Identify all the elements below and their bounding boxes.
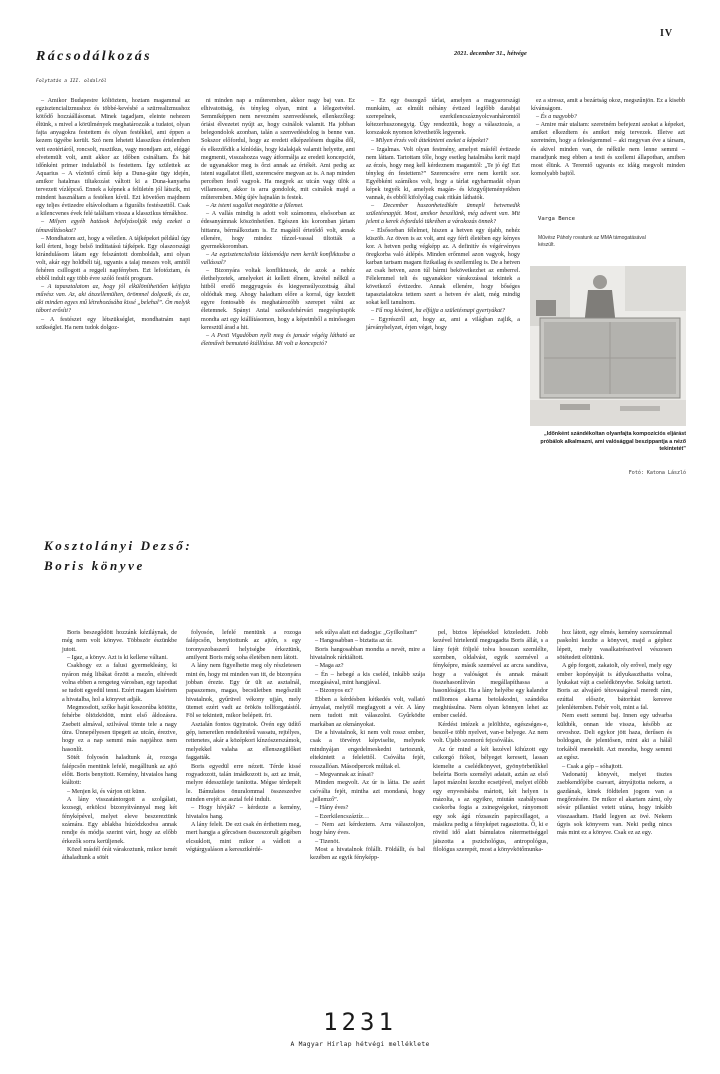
page-number: IV [660, 28, 674, 39]
paragraph: – Igaz, a könyv. Azt is ki kellene váltani. [67, 654, 168, 662]
paragraph: A lány nem figyelhette meg oly részletesen mint én, hogy mi minden van itt, de bizonyára jobban érezte. Egy úr ült az asztalnál, papaszemes, magas, becsületben megőszült hivatalnok, gyűrüvel vékony ujján, mely ütemet ezért vadt az örökös tollforgatástól. Föl se tekintett, mikor belépett. fri. [186, 662, 301, 720]
article1-column-3 [366, 97, 520, 332]
story-title-line-2: Boris könyve [44, 558, 145, 573]
story-title-line-1: Kosztolányi Dezső: [44, 538, 193, 553]
article1-column-4 [531, 97, 685, 178]
paragraph: Csakhogy ez a falusi gyermekleány, ki nyáron még libákat őrzött a mezőn, eltévedt volna ebben a rengeteg városban, egy tapodtat se tudott egyedül tenni. Ezért magam kísértem a hivatalba, hol a könyvet adják. [62, 662, 177, 703]
paragraph: – Ezerkilencszáztíz… [315, 812, 370, 820]
photo-caption: „Időnként szándékoltan olyanfajta kompozíciós eljárást próbálok alkalmazni, ami valósággal beszippantja a néző tekintetét” [540, 431, 686, 452]
paragraph: Sötét folyosón haladtunk át, rozoga falépcsőn mentünk lefelé, megálltunk az ajtó előtt. Boris benyitott. Kemény, hivatalos hang kiáltott: [62, 754, 177, 787]
paragraph: – Milyen érzés volt áttekinteni ezeket a képeket? [371, 138, 489, 145]
paragraph: Az úr mind a két kezével kihúzott egy csikorgó fiókot, bélyeget keresett, lassan kiemelte a cselédkönyvet, gyönyörbetűkkel beleírta Boris személyi adatait, aztán az első lapot mázolni kezdte ecsetjével, melyet előbb egy enyvesbásba mártott, két helyen is mázolta, s az egyikre, miután szabályosan csokorba fogta a zsinegvégeket, rányomott egy sok ágú rózsaszín papírcsillagot, a másikra pedig a fényképet ragasztotta. Ő, ki e röviid idő alatt bámulatos rátermettséggel játszotta a pszichológus, antropológus, filológus szerepét, most a könyvkötőmunka- [433, 745, 548, 853]
paragraph: ni minden nap a műteremben, akkor nagy baj van. Ez elhivatottság, és tényleg olyan, mint a lélegzetvétel. Semmiképpen nem nevezném szenvedésnek, ellenkezőleg: óriási élvezetet nyújt az, hogy csinálok valamit. Ha jobban belegondolok azonban, talán a szenvedésdolog is benne van. Sokszor előfordul, hogy az eredeti elképzelésem dugába dől, és elkezdődik a kínlódás, hogy kialakjak valamit helyette, ami megmenti, visszahozza vagy átformálja az eredeti koncepciót, de ugyanakkor meg is őrzi annak az értékét. Ami pedig az isteni sugallatot illeti, szerencsére megvan az is. A nap minden percében festő vagyok. Ha megyek az utcán vagy ülök a villamoson, akkor is arra gondolok, mit csinálok majd a műteremben. Még újév hajnalán is festek. [201, 98, 355, 202]
article1-column-2 [201, 97, 355, 348]
paragraph: – Csak a gép – sóhajtott. [562, 762, 623, 770]
paragraph: De a hivatalnok, ki nem volt rossz ember, csak a törvényt képviselte, melynek mindnyájan engedelmeskedni tartozunk, eltekintett a felelettől. Csóválta fejét, rosszallóan. Másodpercek múltak el. [310, 729, 425, 770]
paragraph: – December huszonhetedikén ünnepli hetvenedik születésnapját. Most, amikor beszélünk, még advent van. Mit jelent a kerek évforduló tükrében a várakozás önnek? [366, 203, 520, 226]
paragraph: ez a stressz, amit a bezártság okoz, megszűnjön. Ez a kisebb kívánságom. [531, 98, 685, 113]
paragraph: folyosón, lefelé mentünk a rozoga falépcsőn, benyitottunk az ajtón, s egy toronyszobaszerű helyiségbe érkeztünk, amilyent Boris még soha életében nem látott. [186, 629, 301, 662]
paragraph: Most a hivatalnok fölállt. Földállt, és bal kezében az egyik fényképp- [310, 845, 425, 862]
paragraph: – Tizenöt. [315, 837, 340, 845]
date-line: 2021. december 31., hétvége [454, 50, 527, 57]
paragraph: hoz látott, egy elmés, kemény szerszámmal paskolni kezdte a könyvet, majd a géphez lépett, mely vasalkatrészeivel vészesen sötétedett elöttünk. [557, 629, 672, 662]
supplement-name: A Magyar Hírlap hétvégi melléklete [290, 1041, 430, 1048]
paragraph: A gép forgott, zakatolt, oly erővel, mely egy ember kopónyáját is átlyukaszthatta volna, lyukakat vájt a cselédkönyvbe. Sokáig tartott. Boris az alvajáró tétovaságával meredt rám, ezúttal először, bátorítást keresve jelenlétemben. Fehér volt, mint a fal. [557, 662, 672, 712]
paragraph: – Hangosabban – biztatta az úr. [315, 637, 393, 645]
paragraph: – A tapasztalatom az, hogy jól elkülönítheitően kéifajta művész van. Az, aki átszellemülten, örömmel dolgozik, és az, aki minden egyes mű létrehozásába kissé „belehal”. Ön melyik tábort erősíti? [36, 284, 190, 315]
story-column-3 [310, 629, 425, 863]
paragraph: – Nem azt kérdeztem. Arra válaszoljon, hogy hány éves. [310, 820, 425, 837]
paragraph: – Ez egy összegző tárlat, amelyen a magyarországi munkáim, az elmúlt néhány évtized legfőbb darabjai szerepelnek, ezerkilencszáznyolcvanháromtól kétezerhuszonegyig. Úgy rendeztük, hogy a választozás, a korszakok nyomon követhetők legyenek. [366, 98, 520, 137]
paragraph: – Maga az? [315, 662, 344, 670]
paragraph: – A Pesti Vigadóban nyílt meg és január végéig látható az életművét bemutató kiállítása. Mi volt a koncepció? [201, 332, 355, 347]
article1-column-1 [36, 97, 190, 332]
paragraph: pel, biztos lépésekkel közeledett. Jobb kezével hirtelenül megragadta Boris állát, s a lány fejét följelé tolva hosszan szemlélte, szemben, oldalvást, egyik szemével a fényképre, másik szemével az arcra sandítva, hogy a valóságot és annak másait összehasonlítván megállapíthassa a hasonlóságot. Ha a lány helyébe egy kalandor milliomos akarna betolakodni, szándéka meghiúsulna. Nem olyan könnyen lehet az ember cseléd. [433, 629, 548, 720]
paragraph: Vadonatúj könyvét, melyet tisztes zsebkendőjébe csavart, átnyújtotta nekem, a gazdának, kinek földtelen jogom van a megőrzésére. De mikor el akartam zárni, oly sóvár pillantást vetett utána, hogy inkább visszaadtam. Hadd legyen az övé. Nekem úgyis sok könyvem van. Neki pedig nincs más mint ez a könyve. Csak ez az egy. [557, 770, 672, 837]
paragraph: Megmosdott, szőke haját koszorúba kötötte, fehérbe öltözködött, mint első áldozásra. Zsebeit almával, szilvával tömte tele a nagy útra. Ünnepélyesen tipegett az utcán, éreztve, hogy ez a nap semmi más napjához nem hasonlít. [62, 704, 177, 753]
paragraph: – Én – hebegé a kis cseléd, inkább szája mozgásával, mint hangjával. [310, 670, 425, 687]
paragraph: – Az isteni sugallat megütötte a fülemet. [206, 203, 304, 210]
paragraph: – Bizonyos ez? [315, 687, 353, 695]
paragraph: – Mondhatom azt, hogy a véletlen. A tájképeket például úgy kell érteni, hogy belső indíttatású tájképek. Egy olaszországi kirándulásom látam egy felszántott domboldalt, ami olyan volt, akár egy holdbéli táj, ugyanis a talaj meszes volt, amitől fehéren csillogott a reggeli napfényben. Ezt lefotóztam, és ebből indult egy több évre szóló festői program. [36, 235, 190, 283]
paragraph: – Amikor Budapestre költöztem, hoztam magammal az egzisztencializmushoz és többé-kevésbé a szürrealizmushoz kötődő hozzáállásomat. Minek tagadjam, eleinte nehezen éltünk, s mivel a körülmények meghatározzák a tudatot, olyan fajta anyagokra festettem és olyan festékkel, ami éppen a kezem ügyébe került. Szó nem lehetett klasszikus értelemben vett ezotériáról, roncsolt, rusztikus, vagy mondjam azt, eléggé elvetemült volt, amit akkor az időben csináltam. És hát időnként primer indulatból is festettem. Így születtek az Aquarius – A vízöntő című kép a Duna-gáte ügy idején, amikor hatalmas tiltakozást váltott ki a Duna-kanyarba tervezett vízlépcső. Ennek a képnek a felületén jól látszik, mi mindent használtam a festéken kívül. Ezt követően majdnem egy teljes évtizedre eltávolodtam a figurális festészettől. Csak a kilencvenes évek felé találtam vissza a klasszikus témákhoz. [36, 98, 190, 218]
paragraph: – Az egzisztencialista látásmódja nem került konfliktusba a vallással? [201, 251, 355, 266]
paragraph: – Hány éves? [315, 804, 349, 812]
paragraph: Minden megvolt. Az úr is látta. De azért csóválta fejét, mintha azt mondaná, hogy „jellemző”. [310, 779, 425, 803]
paragraph: – Megvannak az írásai? [315, 770, 374, 778]
issue-number: 1231 [323, 1008, 397, 1036]
story-column-4 [433, 629, 548, 854]
author: Varga Bence [538, 216, 576, 222]
paragraph: – Hogy hívják? – kérdezte a kemény, hivatalos hang. [186, 804, 301, 820]
paragraph: Ebben a kérdésben kétkedés volt, vallató árnyalat, melytől megfagyott a vér. A lány nem tudott mit válaszolni. Gyűrködte markában az okmányokat. [310, 695, 425, 728]
paragraph: – Bizonyára voltak konfliktusok, de azok a nehéz élethelyzetek, amelyeket át kellett élnem, kivétel nélkül a hitből eredő meggyugvás és kiegyensúlyozottság által oldódtak meg. Ahogy haladtam előre a korral, úgy kezdett egyre fontosabb és meghatározóbb szerepet válni az életemnek. Spányi Antal székesfehérvári megyéspüspök mondta azt egy kiállításomon, hogy a képeimből a minősegen keresztül árad a hit. [201, 267, 355, 331]
paragraph: – Elsősorban félelmet, hiszen a hetven egy újabb, nehéz küszöb. Az ötven is az volt, ami egy férfi életében egy kényes kor. A hetven pedig végképp az. A definitív és végérvényes öregkorba való átlépés. Minden erőmmel azon vagyok, hogy karban tartsam magam fizikailag és szellemileg is. De a hetven az csak hetven, azon túl bármi bekövetkezhet az emberrel. Félelemmel teli és ugyanakkor várakozással tekintek a következő évtizedre. Annak ellenére, hogy bőséges tapasztalatokra tettem szert a hetven év alatt, még mindig sokat kell tanulnom. [366, 227, 520, 307]
story-column-5 [557, 629, 672, 838]
paragraph: – Menjen ki, és várjon ott künn. [67, 787, 147, 795]
paragraph: Kérdést intézek a jelölthöz, egészséges-e, beszél-e több nyelvet, van-e belyege. Az nem volt. Újabb szomorú fejcsóválás. [433, 720, 548, 745]
paragraph: – A vallás mindig is adott volt számomra, elsősorban az édesanyámnak köszönhetően. Egészen kis koromban jártam hittanra, bérmálkoztam is. Ez magától értetődő volt, annak ellenére, hogy mindez tűzzel-vassal tiltották a gyermekkoromban. [201, 211, 355, 250]
paragraph: A lány felelt. De ezt csak én érthettem meg, mert hangja a gőrcsösen összeszorult gégében elcsuklott, mint mikor a vádlott a végtárgyaláson a keresztkérdé- [186, 820, 301, 853]
series-note: Művész Páholy rovatunk az MMA támogatásával készült. [538, 235, 646, 248]
article-title: Rácsodálkozás [36, 49, 152, 64]
paragraph: – A festészet egy létszükséglet, mondhatnám napi szükséglet. Ha nem tudok dolgoz- [36, 316, 190, 331]
continued-note: Folytatás a III. oldalról [36, 79, 107, 84]
paragraph: Közel másfél órát várakoztunk, mikor ismét áthaladtunk a sötét [62, 845, 177, 862]
paragraph: – Fű nog kívánni, ha elfújja a születésnapi gyertyákat? [371, 308, 505, 315]
paragraph: – Amire már utaltam: szeretném befejezni azokat a képeket, amiket elkezdtem és amiket még tervezek. Illetve azt szeretném, hogy a feleségemmel – aki megyvan éve a társam, és akivel minden van, de nélküle nem lenne semmi – maradjunk meg ebben a testi és szellemi állapotban, amiben most élünk. A Teremtő ugyanis ez idáig megvolt minden komolyabb bajtól. [531, 122, 685, 177]
story-column-1 [62, 629, 177, 863]
paragraph: – Egyrészről azt, hogy az, ami a világban zajlik, a járványhelyzet, érjen véget, hogy [366, 316, 520, 331]
paragraph: – Izgalmas. Volt olyan festmény, amelyet másfél évtizede nem láttam. Tartottam tőle, hogy esetleg hatalmába kerít majd az érzés, hogy meg kell kérdeznem magamtól: „Te jó ég! Ezt tényleg én festettem?” Szerencsére erre nem került sor. Egyébként számíkos volt, hogy a tárlat egyharmadát olyan képek tegyék ki, amelyek magán- és közgyűjteményekben vannak, és ebből kifolyólag csak ritkán láthatók. [366, 146, 520, 202]
paragraph: Boris egyedül erre nézett. Térde kissé rogyadozott, talán imádkozott is, azt az imát, melyre édesszüleje tanította. Mégse térdepelt le. Bámulatos önuralommal összeszedve minden erejét az asztal felé indult. [186, 762, 301, 803]
photo-illustration [530, 266, 686, 426]
artist-photo [530, 266, 686, 426]
paragraph: sek súlya alatt ezt dadogja: „Gyilkoltam” [315, 629, 417, 636]
story-column-2 [186, 629, 301, 854]
paragraph: Nem esett semmi baj. Innen egy udvarba küldték, onnan ide vissza, később az orvoshoz. Deli egykor jött haza, derűsen és boldogan, de jelentősen, mint aki a hálál torkából menekült. Azt mondta, hogy semmi az egész. [557, 712, 672, 762]
paragraph: Boris hangosabban mondta a nevét, mire a hivatalnok rárkiáltott. [310, 645, 425, 662]
paragraph: – És a nagyobb? [536, 114, 577, 121]
paragraph: Asztalán fontos ügyiratok. Övén egy üdítő gép, ismeretlen rendeltetésű vassatu, rejtélyes, rettenetes, akár a középkori kínzószerszámok, melyekkel valaha az ellenszegülőket faggatták. [186, 720, 301, 762]
paragraph: Boris beszegődött hozzánk kéziláynak, de még nem volt könyve. Többször észünkbe jutott. [62, 629, 177, 653]
photo-credit: Fotó: Katona László [628, 470, 686, 476]
paragraph: – Milyen egyéb hatások befolyásolják még ezeket a témaváltásokat? [36, 219, 190, 234]
paragraph: A lány visszatántorgott a szolgálati, kozsegi, erkölcsi bizonyítvánnyal meg két fényképével, melyet eleve beszereztünk számára. Egy ablakba húzódzkodva annak rendje és módja szerint várt, hogy az előbb érkezők sorra kerüljenek. [62, 795, 177, 845]
